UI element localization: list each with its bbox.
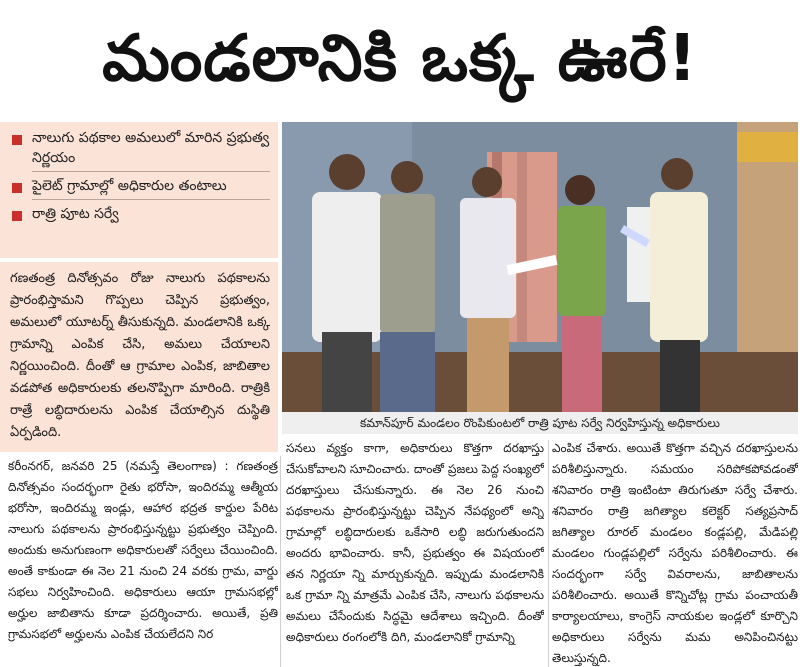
- news-photo: [282, 122, 798, 412]
- lead-paragraph: గణతంత్ర దినోత్సవం రోజు నాలుగు పథకాలను ప్రారంభిస్తామని గొప్పలు చెప్పిన ప్రభుత్వం, అమలులో యూటర్న్ తీసుకున్నది. మండలానికి ఒక్క గ్రామాన్ని ఎంపిక చేసి, అమలు చేయాలని నిర్ణయించింది. దీంతో ఆ గ్రామాల ఎంపిక, జాబితాల వడపోత అధికారులకు తలనొప్పిగా మారింది. రాత్రికి రాత్రే లబ్ధిదారులను ఎంపిక చేయాల్సిన దుస్థితి ఏర్పడింది.: [0, 262, 278, 452]
- photo-illustration: [282, 122, 798, 412]
- highlights-box: [0, 122, 278, 258]
- square-bullet-icon: [12, 183, 22, 193]
- square-bullet-icon: [12, 135, 22, 145]
- column-divider: [548, 440, 549, 667]
- highlight-text: రాత్రి పూట సర్వే: [32, 206, 119, 222]
- headline: మండలానికి ఒక్క ఊరే!: [102, 22, 698, 96]
- highlight-text: పైలెట్ గ్రామాల్లో అధికారుల తంటాలు: [32, 176, 270, 200]
- highlight-item: [12, 176, 270, 200]
- article-column-1: కరీంనగర్, జనవరి 25 (నమస్తే తెలంగాణ) : గణతంత్ర దినోత్సవం సందర్భంగా రైతు భరోసా, ఇందిరమ్మ ఆత్మీయ భరోసా, ఇందిరమ్మ ఇండ్లు, ఆహార భద్రత కార్డుల పేరిట నాలుగు పథకాలను ప్రారంభిస్తున్నట్టు ప్రభుత్వం చెప్పింది. అందుకు అనుగుణంగా అధికారులతో సర్వేలు చేయించింది. అంతే కాకుండా ఈ నెల 21 నుంచి 24 వరకు గ్రామ, వార్డు సభలు నిర్వహించింది. అధికారులు ఆయా గ్రామసభల్లో అర్హుల జాబితాను కూడా ప్రదర్శించారు. అయితే, ప్రతి గ్రామసభలో అర్హులను ఎంపిక చేయలేదని నిర: [8, 459, 278, 641]
- column-divider: [280, 456, 281, 667]
- square-bullet-icon: [12, 211, 22, 221]
- highlight-item: [12, 128, 270, 172]
- highlight-text: నాలుగు పథకాల అమలులో మారిన ప్రభుత్వ నిర్ణయం: [32, 128, 270, 172]
- highlight-item: [12, 204, 270, 227]
- article-column-3: ఎంపిక చేశారు. అయితే కొత్తగా వచ్చిన దరఖాస్తులను పరిశీలిస్తున్నారు. సమయం సరిపోకపోవడంతో శనివారం రాత్రి ఇంటింటా తిరుగుతూ సర్వే చేశారు. శనివారం రాత్రి జగిత్యాల కలెక్టర్ సత్యప్రసాద్ జగిత్యాల రూరల్ మండలం కండ్లపల్లి, మేడిపల్లి మండలం గుండ్లపల్లిలో సర్వేను పరిశీలించారు. ఈ సందర్భంగా సర్వే వివరాలను, జాబితాలను పరిశీలించారు. అయితే కొన్నిచోట్ల గ్రామ పంచాయతీ కార్యాలయాలు, కాంగ్రెస్ నాయకుల ఇండ్లలో కూర్చొని అధికారులు సర్వేను మమ అనిపించినట్టు తెలుస్తున్నది.: [552, 441, 798, 665]
- photo-caption: కమాన్‌పూర్ మండలం రొంపికుంటలో రాత్రి పూట సర్వే నిర్వహిస్తున్న అధికారులు: [282, 412, 798, 434]
- article-column-2: సనలు వ్యక్తం కాగా, అధికారులు కొత్తగా దరఖాస్తు చేసుకోవాలని సూచించారు. దాంతో ప్రజలు పెద్ద సంఖ్యలో దరఖాస్తులు చేసుకున్నారు. ఈ నెల 26 నుంచి పథకాలను ప్రారంభిస్తున్నట్టు చెప్పిన నేపథ్యంలో అన్ని గ్రామాల్లో లబ్ధిదారులకు ఒకేసారి లబ్ధి జరుగుతుందని అందరు భావించారు. కానీ, ప్రభుత్వం ఈ విషయంలో తన నిర్ణయా న్ని మార్చుకున్నది. ఇప్పుడు మండలానికి ఒక గ్రామా న్ని మాత్రమే ఎంపిక చేసి, నాలుగు పథకాలను అమలు చేసేందుకు సిద్ధమై ఆదేశాలు ఇచ్చింది. దీంతో అధికారులు రంగంలోకి దిగి, మండలానికో గ్రామాన్ని: [286, 441, 544, 644]
